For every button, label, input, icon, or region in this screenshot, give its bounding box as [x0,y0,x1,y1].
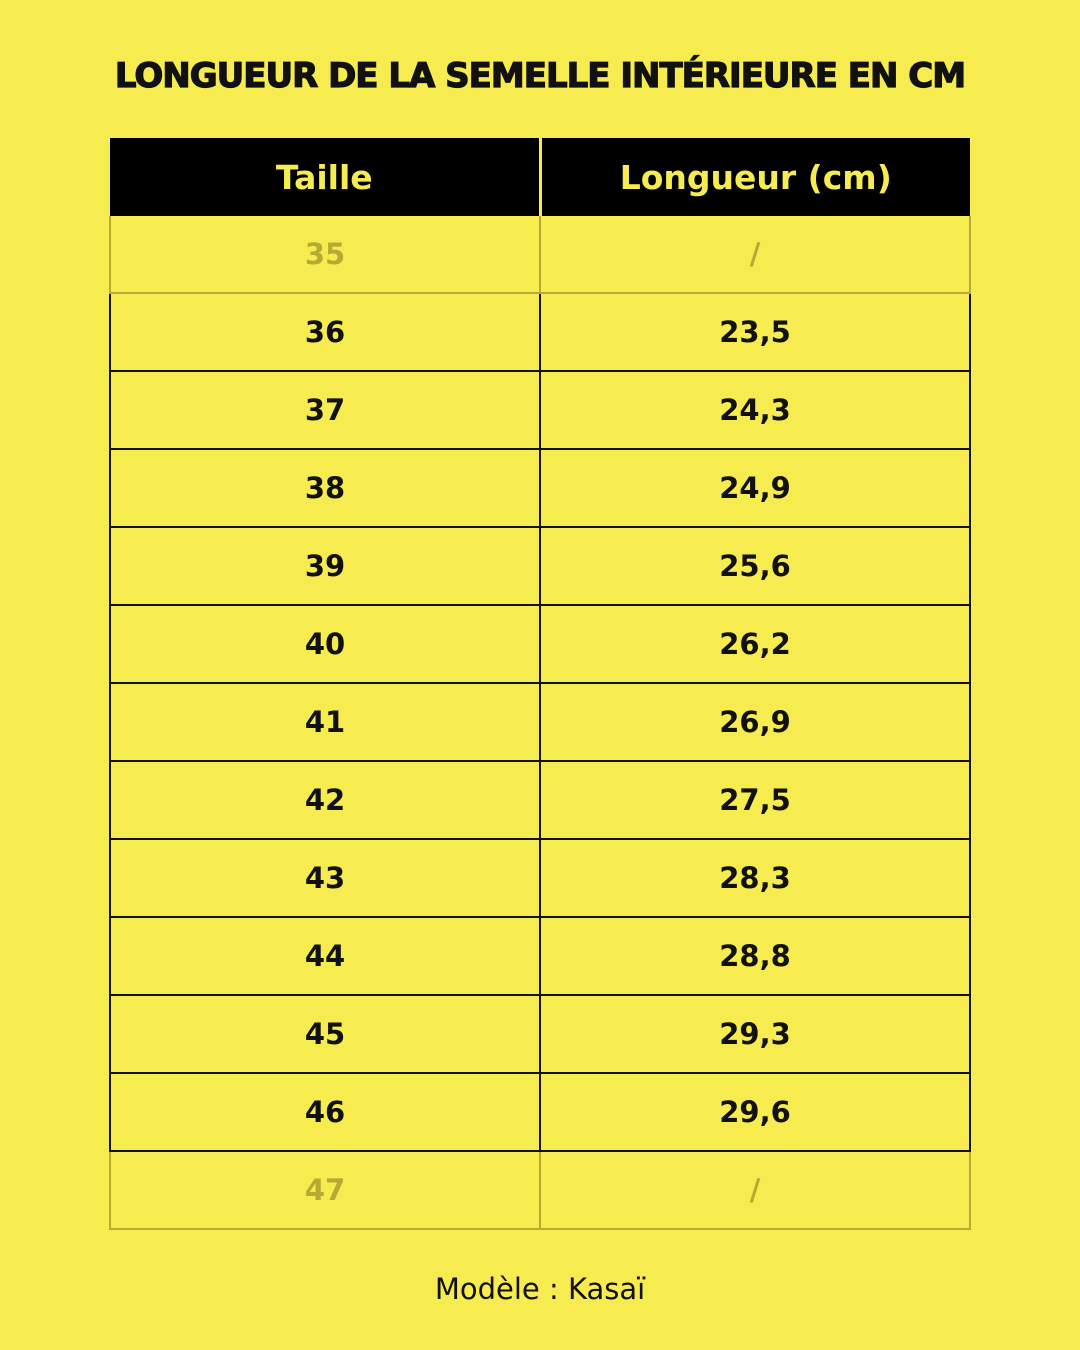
table-row [110,683,970,761]
size-cell: 45 [110,995,540,1073]
length-cell: / [540,1151,970,1229]
length-cell: 23,5 [540,293,970,371]
page-title: LONGUEUR DE LA SEMELLE INTÉRIEURE EN CM [114,56,966,96]
table-row [110,761,970,839]
size-cell: 35 [110,216,540,293]
length-cell: 27,5 [540,761,970,839]
size-cell: 42 [110,761,540,839]
table-row [110,995,970,1073]
size-cell: 39 [110,527,540,605]
size-cell: 46 [110,1073,540,1151]
size-cell: 43 [110,839,540,917]
table-row [110,527,970,605]
length-cell: 24,9 [540,449,970,527]
size-cell: 38 [110,449,540,527]
model-caption: Modèle : Kasaï [434,1272,646,1306]
size-cell: 44 [110,917,540,995]
column-header-size: Taille [110,138,540,216]
length-cell: 26,9 [540,683,970,761]
length-cell: 29,3 [540,995,970,1073]
length-cell: 24,3 [540,371,970,449]
length-cell: 26,2 [540,605,970,683]
size-table [109,138,971,1230]
table-row [110,1151,970,1229]
table-row [110,293,970,371]
table-row [110,839,970,917]
table-row [110,449,970,527]
table-row [110,216,970,293]
length-cell: 25,6 [540,527,970,605]
column-header-length: Longueur (cm) [540,138,970,216]
length-cell: 29,6 [540,1073,970,1151]
length-cell: 28,8 [540,917,970,995]
size-cell: 37 [110,371,540,449]
table-header-row [110,138,970,216]
table-row [110,917,970,995]
size-cell: 41 [110,683,540,761]
length-cell: 28,3 [540,839,970,917]
table-row [110,371,970,449]
table-row [110,605,970,683]
size-cell: 40 [110,605,540,683]
table-row [110,1073,970,1151]
length-cell: / [540,216,970,293]
size-cell: 36 [110,293,540,371]
size-cell: 47 [110,1151,540,1229]
